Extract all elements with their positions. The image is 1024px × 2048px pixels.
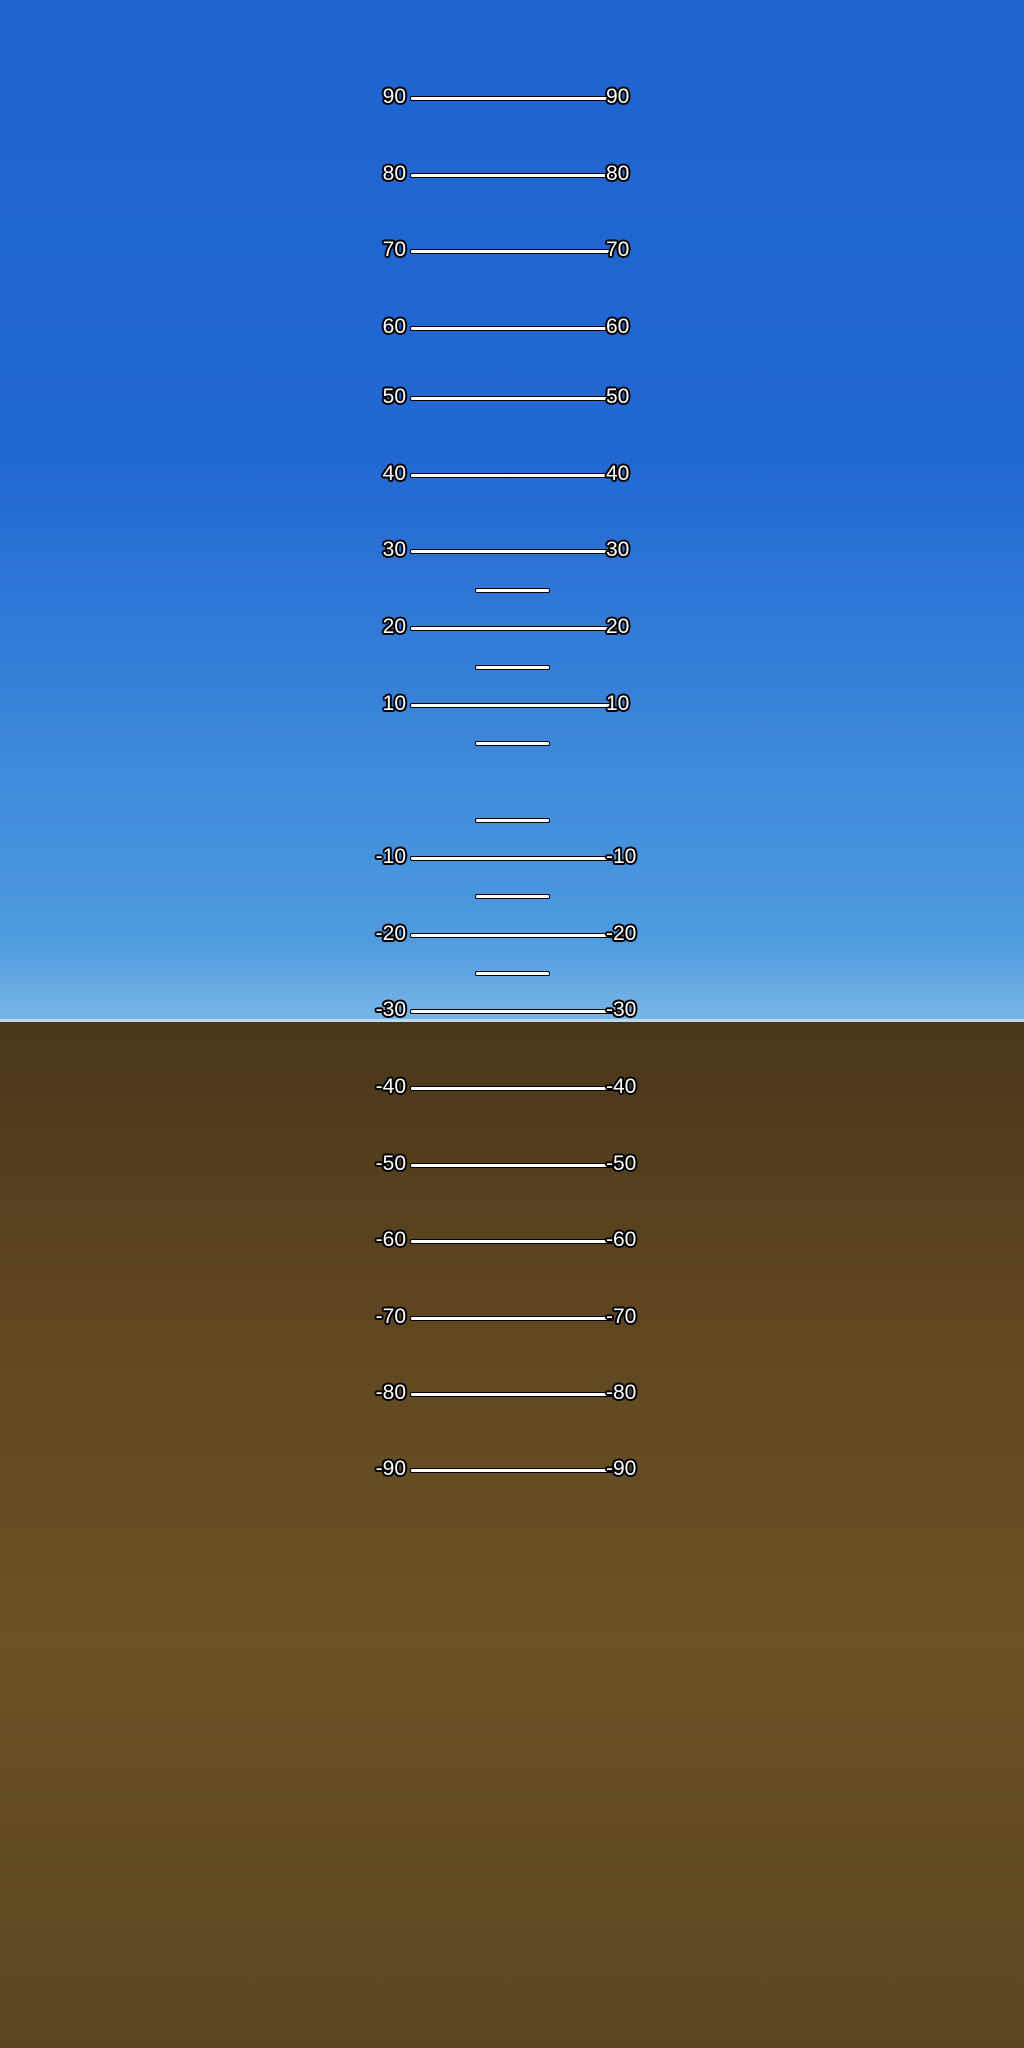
pitch-label-right: 80 [606, 162, 630, 185]
pitch-bar [410, 1163, 614, 1168]
pitch-label-right: -70 [606, 1305, 637, 1328]
pitch-bar [410, 249, 614, 254]
pitch-label-right: 10 [606, 692, 630, 715]
pitch-bar [475, 588, 550, 593]
pitch-bar [475, 665, 550, 670]
pitch-bar [475, 894, 550, 899]
pitch-bar [410, 1316, 614, 1321]
pitch-bar [410, 396, 614, 401]
pitch-label-left: -30 [375, 998, 406, 1021]
pitch-bar [410, 326, 614, 331]
pitch-bar [410, 549, 614, 554]
pitch-label-left: -50 [375, 1152, 406, 1175]
pitch-label-left: 60 [382, 315, 406, 338]
pitch-bar [475, 818, 550, 823]
pitch-label-left: 30 [382, 538, 406, 561]
pitch-label-right: -90 [606, 1457, 637, 1480]
pitch-bar [410, 96, 614, 101]
pitch-label-right: -60 [606, 1228, 637, 1251]
pitch-bar [410, 1086, 614, 1091]
pitch-label-right: 70 [606, 238, 630, 261]
pitch-bar [410, 856, 614, 861]
pitch-label-left: -90 [375, 1457, 406, 1480]
pitch-label-right: 30 [606, 538, 630, 561]
pitch-label-right: 90 [606, 85, 630, 108]
pitch-label-left: 50 [382, 385, 406, 408]
pitch-label-right: -30 [606, 998, 637, 1021]
pitch-label-left: 80 [382, 162, 406, 185]
pitch-label-right: 60 [606, 315, 630, 338]
pitch-label-right: -10 [606, 845, 637, 868]
pitch-label-left: 90 [382, 85, 406, 108]
pitch-label-right: 50 [606, 385, 630, 408]
pitch-label-right: -20 [606, 922, 637, 945]
pitch-label-left: 40 [382, 462, 406, 485]
pitch-bar [410, 933, 614, 938]
pitch-bar [410, 626, 614, 631]
pitch-bar [410, 1392, 614, 1397]
pitch-bar [410, 473, 614, 478]
pitch-label-left: -40 [375, 1075, 406, 1098]
pitch-label-right: 20 [606, 615, 630, 638]
pitch-bar [410, 703, 614, 708]
pitch-label-left: -80 [375, 1381, 406, 1404]
pitch-label-left: -70 [375, 1305, 406, 1328]
pitch-label-right: 40 [606, 462, 630, 485]
pitch-label-left: -20 [375, 922, 406, 945]
pitch-bar [475, 971, 550, 976]
pitch-label-right: -50 [606, 1152, 637, 1175]
pitch-bar [410, 173, 614, 178]
pitch-label-right: -40 [606, 1075, 637, 1098]
pitch-bar [475, 741, 550, 746]
pitch-bar [410, 1239, 614, 1244]
pitch-label-left: 70 [382, 238, 406, 261]
pitch-label-left: -10 [375, 845, 406, 868]
pitch-label-right: -80 [606, 1381, 637, 1404]
pitch-label-left: 20 [382, 615, 406, 638]
pitch-label-left: -60 [375, 1228, 406, 1251]
pitch-label-left: 10 [382, 692, 406, 715]
pitch-bar [410, 1009, 614, 1014]
pitch-bar [410, 1468, 614, 1473]
